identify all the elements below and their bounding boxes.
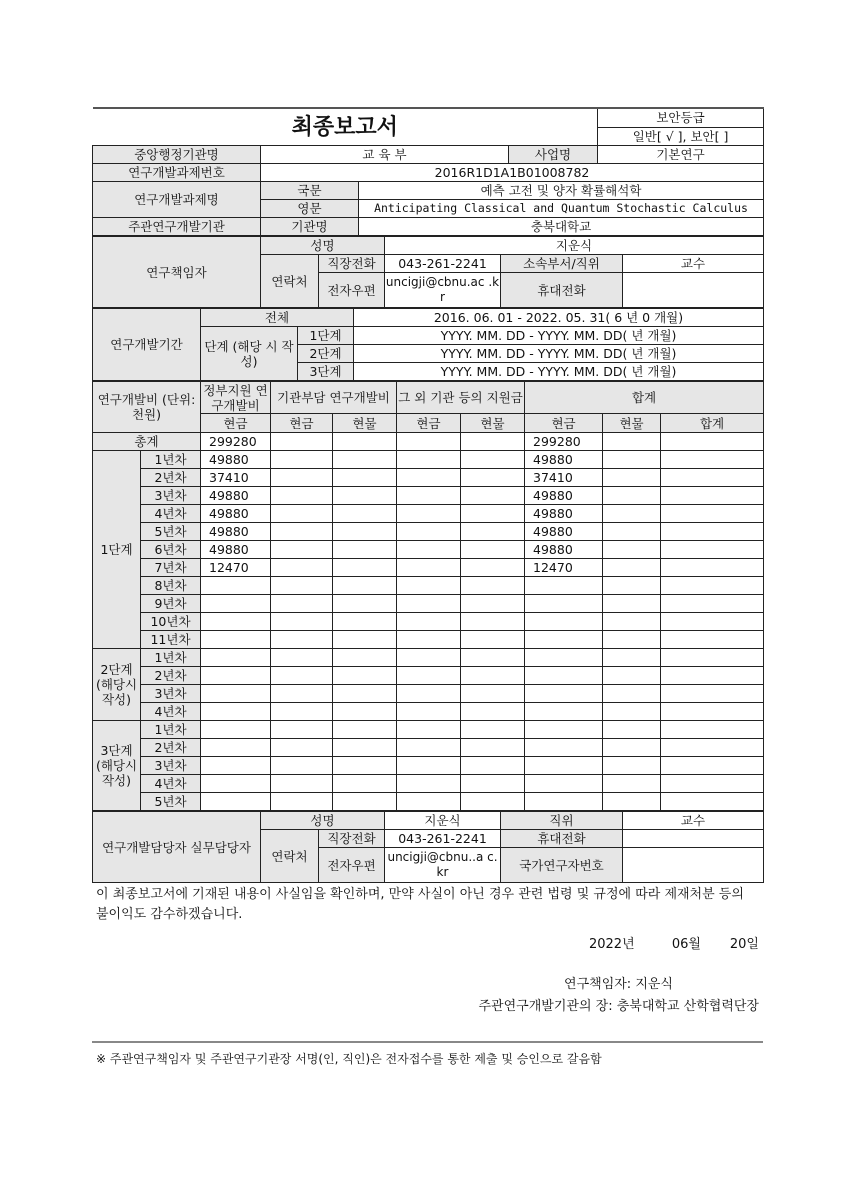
ministry-label: 중앙행정기관명 bbox=[93, 146, 261, 164]
budget-cell bbox=[661, 685, 764, 703]
budget-cell bbox=[525, 649, 603, 667]
manager-label: 연구개발담당자 실무담당자 bbox=[93, 812, 261, 883]
budget-cell bbox=[201, 793, 271, 811]
budget-cell bbox=[397, 469, 461, 487]
budget-cell bbox=[661, 451, 764, 469]
budget-cell bbox=[603, 469, 661, 487]
en-label: 영문 bbox=[261, 200, 359, 218]
budget-cell bbox=[603, 523, 661, 541]
budget-cell bbox=[661, 703, 764, 721]
budget-cell: 12470 bbox=[201, 559, 271, 577]
kind-header: 현물 bbox=[603, 414, 661, 433]
budget-row bbox=[93, 739, 764, 757]
date-day: 20일 bbox=[729, 937, 759, 952]
year-label: 2년차 bbox=[141, 469, 201, 487]
cash-header: 현금 bbox=[201, 414, 271, 433]
budget-row bbox=[93, 703, 764, 721]
period-label: 연구개발기간 bbox=[93, 309, 201, 381]
manager-email-label: 전자우편 bbox=[319, 848, 385, 883]
budget-cell bbox=[397, 487, 461, 505]
budget-row bbox=[93, 505, 764, 523]
footnote: ※ 주관연구책임자 및 주관연구기관장 서명(인, 직인)은 전자접수를 통한 제출 및 승인으로 갈음함 bbox=[96, 1052, 602, 1066]
budget-row bbox=[93, 667, 764, 685]
budget-row bbox=[93, 685, 764, 703]
budget-cell bbox=[525, 631, 603, 649]
budget-cell bbox=[271, 595, 333, 613]
budget-cell bbox=[333, 469, 397, 487]
budget-cell bbox=[333, 595, 397, 613]
budget-cell bbox=[525, 667, 603, 685]
budget-cell bbox=[333, 505, 397, 523]
pi-phone-label: 직장전화 bbox=[319, 255, 385, 273]
budget-cell bbox=[661, 523, 764, 541]
kr-label: 국문 bbox=[261, 182, 359, 200]
budget-row bbox=[93, 775, 764, 793]
budget-cell bbox=[271, 505, 333, 523]
manager-name-label: 성명 bbox=[261, 812, 385, 830]
budget-cell bbox=[271, 793, 333, 811]
budget-cell bbox=[271, 487, 333, 505]
budget-cell bbox=[461, 631, 525, 649]
budget-cell bbox=[525, 703, 603, 721]
year-label: 4년차 bbox=[141, 775, 201, 793]
kind-header: 현물 bbox=[333, 414, 397, 433]
period-total: 2016. 06. 01 - 2022. 05. 31( 6 년 0 개월) bbox=[354, 309, 764, 327]
budget-cell bbox=[271, 757, 333, 775]
budget-cell bbox=[603, 577, 661, 595]
program-label: 사업명 bbox=[509, 146, 598, 164]
budget-cell bbox=[271, 775, 333, 793]
year-label: 1년차 bbox=[141, 451, 201, 469]
budget-cell bbox=[333, 649, 397, 667]
stage1-period: YYYY. MM. DD - YYYY. MM. DD( 년 개월) bbox=[354, 327, 764, 345]
stage-label: 단계 (해당 시 작성) bbox=[201, 327, 298, 381]
institution-label: 주관연구개발기관 bbox=[93, 218, 261, 236]
budget-cell bbox=[397, 703, 461, 721]
budget-cell bbox=[661, 649, 764, 667]
cash-header: 현금 bbox=[271, 414, 333, 433]
stage-label: 2단계 (해당시 작성) bbox=[93, 649, 141, 721]
budget-cell bbox=[397, 523, 461, 541]
budget-row bbox=[93, 649, 764, 667]
budget-cell bbox=[333, 631, 397, 649]
budget-cell bbox=[603, 757, 661, 775]
budget-cell bbox=[525, 739, 603, 757]
budget-cell bbox=[661, 487, 764, 505]
year-label: 1년차 bbox=[141, 721, 201, 739]
pi-table bbox=[92, 236, 764, 308]
budget-cell: 49880 bbox=[525, 505, 603, 523]
pi-dept: 교수 bbox=[623, 255, 764, 273]
pi-email: uncigji@cbnu.ac .kr bbox=[385, 273, 501, 308]
budget-cell bbox=[333, 739, 397, 757]
budget-cell bbox=[461, 523, 525, 541]
manager-rid-label: 국가연구자번호 bbox=[501, 848, 623, 883]
budget-cell bbox=[461, 451, 525, 469]
budget-cell bbox=[603, 487, 661, 505]
budget-cell bbox=[661, 757, 764, 775]
report-date bbox=[92, 933, 763, 957]
manager-rid bbox=[623, 848, 764, 883]
budget-cell bbox=[397, 721, 461, 739]
budget-cell bbox=[461, 559, 525, 577]
budget-cell bbox=[603, 505, 661, 523]
date-month: 06월 bbox=[671, 937, 701, 952]
budget-cell bbox=[661, 541, 764, 559]
budget-cell bbox=[397, 667, 461, 685]
budget-cell bbox=[603, 613, 661, 631]
budget-cell bbox=[525, 793, 603, 811]
budget-cell: 49880 bbox=[201, 541, 271, 559]
budget-cell bbox=[271, 613, 333, 631]
budget-cell bbox=[461, 667, 525, 685]
budget-cell bbox=[333, 541, 397, 559]
budget-cell bbox=[333, 559, 397, 577]
budget-cell bbox=[603, 541, 661, 559]
security-value: 일반[ √ ], 보안[ ] bbox=[598, 127, 764, 146]
stage-label: 1단계 bbox=[93, 451, 141, 649]
divider bbox=[92, 1041, 763, 1043]
budget-cell bbox=[271, 721, 333, 739]
en-title: Anticipating Classical and Quantum Stochastic Calculus bbox=[359, 200, 764, 218]
budget-cell bbox=[201, 685, 271, 703]
budget-cell bbox=[603, 595, 661, 613]
budget-cell bbox=[333, 757, 397, 775]
cash-header: 현금 bbox=[397, 414, 461, 433]
budget-sum-header: 합계 bbox=[525, 382, 764, 414]
budget-cell bbox=[271, 649, 333, 667]
budget-cell bbox=[201, 721, 271, 739]
budget-cell bbox=[661, 775, 764, 793]
budget-cell bbox=[201, 775, 271, 793]
budget-cell bbox=[603, 559, 661, 577]
institution-name-label: 기관명 bbox=[261, 218, 359, 236]
budget-cell: 49880 bbox=[201, 523, 271, 541]
budget-cell bbox=[603, 631, 661, 649]
budget-cell bbox=[603, 793, 661, 811]
budget-cell bbox=[271, 523, 333, 541]
budget-row bbox=[93, 577, 764, 595]
project-title-label: 연구개발과제명 bbox=[93, 182, 261, 218]
budget-cell bbox=[461, 685, 525, 703]
budget-row bbox=[93, 757, 764, 775]
ministry-value: 교 육 부 bbox=[261, 146, 509, 164]
budget-cell bbox=[201, 757, 271, 775]
year-label: 1년차 bbox=[141, 649, 201, 667]
budget-cell bbox=[333, 793, 397, 811]
budget-cell bbox=[397, 757, 461, 775]
budget-cell bbox=[397, 793, 461, 811]
budget-cell bbox=[661, 739, 764, 757]
budget-cell bbox=[397, 631, 461, 649]
budget-cell bbox=[661, 667, 764, 685]
budget-cell bbox=[603, 703, 661, 721]
budget-cell bbox=[201, 595, 271, 613]
budget-cell bbox=[661, 469, 764, 487]
year-label: 9년차 bbox=[141, 595, 201, 613]
budget-cell bbox=[201, 739, 271, 757]
budget-row bbox=[93, 631, 764, 649]
stage3-label: 3단계 bbox=[298, 363, 354, 381]
budget-cell bbox=[271, 469, 333, 487]
budget-cell bbox=[397, 577, 461, 595]
year-label: 7년차 bbox=[141, 559, 201, 577]
pi-mobile bbox=[623, 273, 764, 308]
budget-cell bbox=[201, 667, 271, 685]
budget-cell: 49880 bbox=[201, 487, 271, 505]
budget-row bbox=[93, 469, 764, 487]
budget-cell bbox=[397, 451, 461, 469]
budget-cell: 37410 bbox=[201, 469, 271, 487]
budget-cell bbox=[461, 541, 525, 559]
budget-cell: 12470 bbox=[525, 559, 603, 577]
budget-cell: 49880 bbox=[525, 541, 603, 559]
year-label: 4년차 bbox=[141, 505, 201, 523]
pi-email-label: 전자우편 bbox=[319, 273, 385, 308]
budget-cell bbox=[661, 505, 764, 523]
budget-row bbox=[93, 487, 764, 505]
budget-cell bbox=[525, 685, 603, 703]
budget-row bbox=[93, 523, 764, 541]
budget-cell bbox=[333, 577, 397, 595]
pi-contact-label: 연락처 bbox=[261, 255, 319, 308]
budget-cell bbox=[461, 739, 525, 757]
header-table bbox=[92, 107, 764, 236]
budget-cell bbox=[661, 631, 764, 649]
manager-mobile-label: 휴대전화 bbox=[501, 830, 623, 848]
budget-cell bbox=[271, 703, 333, 721]
cash-header: 현금 bbox=[525, 414, 603, 433]
budget-cell: 49880 bbox=[201, 451, 271, 469]
budget-cell bbox=[603, 685, 661, 703]
year-label: 5년차 bbox=[141, 793, 201, 811]
budget-cell bbox=[461, 757, 525, 775]
budget-cell bbox=[661, 793, 764, 811]
budget-cell bbox=[271, 685, 333, 703]
stage3-period: YYYY. MM. DD - YYYY. MM. DD( 년 개월) bbox=[354, 363, 764, 381]
budget-cell bbox=[525, 757, 603, 775]
year-label: 8년차 bbox=[141, 577, 201, 595]
manager-pos: 교수 bbox=[623, 812, 764, 830]
budget-cell bbox=[525, 577, 603, 595]
security-label: 보안등급 bbox=[598, 108, 764, 127]
institution-name: 충북대학교 bbox=[359, 218, 764, 236]
year-label: 3년차 bbox=[141, 685, 201, 703]
budget-cell bbox=[661, 559, 764, 577]
budget-cell bbox=[461, 649, 525, 667]
budget-cell bbox=[397, 775, 461, 793]
stage-label: 3단계 (해당시 작성) bbox=[93, 721, 141, 811]
budget-cell bbox=[603, 451, 661, 469]
budget-cell bbox=[333, 721, 397, 739]
budget-cell bbox=[525, 595, 603, 613]
budget-gov-header: 정부지원 연구개발비 bbox=[201, 382, 271, 414]
budget-cell bbox=[397, 685, 461, 703]
budget-cell: 49880 bbox=[201, 505, 271, 523]
stage1-label: 1단계 bbox=[298, 327, 354, 345]
budget-cell bbox=[201, 577, 271, 595]
grand-total-sum: 299280 bbox=[525, 433, 603, 451]
year-label: 6년차 bbox=[141, 541, 201, 559]
budget-cell bbox=[525, 775, 603, 793]
project-no-label: 연구개발과제번호 bbox=[93, 164, 261, 182]
budget-row bbox=[93, 451, 764, 469]
budget-cell bbox=[661, 577, 764, 595]
program-value: 기본연구 bbox=[598, 146, 764, 164]
declaration-text: 이 최종보고서에 기재된 내용이 사실임을 확인하며, 만약 사실이 아닌 경우 관련 법령 및 규정에 따라 제재처분 등의 불이익도 감수하겠습니다. bbox=[96, 887, 744, 922]
stage2-label: 2단계 bbox=[298, 345, 354, 363]
budget-cell bbox=[201, 703, 271, 721]
budget-cell bbox=[461, 775, 525, 793]
budget-cell bbox=[397, 649, 461, 667]
year-label: 3년차 bbox=[141, 487, 201, 505]
budget-cell bbox=[333, 487, 397, 505]
budget-cell bbox=[461, 487, 525, 505]
stage2-period: YYYY. MM. DD - YYYY. MM. DD( 년 개월) bbox=[354, 345, 764, 363]
kind-header: 현물 bbox=[461, 414, 525, 433]
pi-signature: 연구책임자: 지운식 bbox=[564, 977, 673, 992]
pi-dept-label: 소속부서/직위 bbox=[501, 255, 623, 273]
budget-cell bbox=[461, 469, 525, 487]
budget-cell bbox=[271, 559, 333, 577]
year-label: 2년차 bbox=[141, 667, 201, 685]
period-table bbox=[92, 308, 764, 381]
budget-cell bbox=[397, 595, 461, 613]
manager-phone-label: 직장전화 bbox=[319, 830, 385, 848]
budget-cell bbox=[271, 667, 333, 685]
manager-name: 지운식 bbox=[385, 812, 501, 830]
budget-cell bbox=[397, 559, 461, 577]
budget-cell: 49880 bbox=[525, 487, 603, 505]
budget-cell bbox=[461, 595, 525, 613]
budget-cell bbox=[397, 739, 461, 757]
budget-cell bbox=[333, 667, 397, 685]
budget-cell bbox=[461, 577, 525, 595]
budget-cell bbox=[603, 649, 661, 667]
head-signature: 주관연구개발기관의 장: 충북대학교 산학협력단장 bbox=[478, 999, 759, 1014]
signature-table bbox=[92, 811, 764, 883]
year-label: 3년차 bbox=[141, 757, 201, 775]
budget-cell bbox=[661, 721, 764, 739]
budget-cell bbox=[525, 613, 603, 631]
budget-cell bbox=[333, 451, 397, 469]
budget-row bbox=[93, 793, 764, 811]
budget-cell bbox=[271, 451, 333, 469]
budget-cell bbox=[333, 703, 397, 721]
budget-cell bbox=[461, 613, 525, 631]
page-title: 최종보고서 bbox=[93, 108, 598, 146]
budget-row bbox=[93, 559, 764, 577]
manager-phone: 043-261-2241 bbox=[385, 830, 501, 848]
pi-label: 연구책임자 bbox=[93, 237, 261, 308]
pi-name: 지운식 bbox=[385, 237, 764, 255]
budget-label: 연구개발비 (단위: 천원) bbox=[93, 382, 201, 433]
grand-total-gov: 299280 bbox=[201, 433, 271, 451]
budget-cell bbox=[461, 793, 525, 811]
grand-total-label: 총계 bbox=[93, 433, 201, 451]
budget-cell: 49880 bbox=[525, 451, 603, 469]
budget-cell bbox=[271, 739, 333, 757]
final-report-form bbox=[92, 107, 763, 1071]
project-no-value: 2016R1D1A1B01008782 bbox=[261, 164, 764, 182]
budget-row bbox=[93, 721, 764, 739]
budget-table bbox=[92, 381, 764, 811]
budget-cell bbox=[333, 613, 397, 631]
budget-row bbox=[93, 613, 764, 631]
budget-cell bbox=[603, 721, 661, 739]
budget-cell: 49880 bbox=[525, 523, 603, 541]
manager-contact-label: 연락처 bbox=[261, 830, 319, 883]
budget-cell bbox=[661, 613, 764, 631]
pi-name-label: 성명 bbox=[261, 237, 385, 255]
year-label: 5년차 bbox=[141, 523, 201, 541]
budget-other-header: 그 외 기관 등의 지원금 bbox=[397, 382, 525, 414]
budget-cell bbox=[397, 613, 461, 631]
budget-cell bbox=[397, 505, 461, 523]
budget-cell bbox=[271, 541, 333, 559]
budget-cell bbox=[661, 595, 764, 613]
budget-cell bbox=[603, 667, 661, 685]
budget-cell bbox=[333, 685, 397, 703]
budget-cell bbox=[525, 721, 603, 739]
manager-pos-label: 직위 bbox=[501, 812, 623, 830]
pi-mobile-label: 휴대전화 bbox=[501, 273, 623, 308]
kr-title: 예측 고전 및 양자 확률해석학 bbox=[359, 182, 764, 200]
budget-inst-header: 기관부담 연구개발비 bbox=[271, 382, 397, 414]
budget-cell: 37410 bbox=[525, 469, 603, 487]
budget-cell bbox=[271, 577, 333, 595]
budget-cell bbox=[201, 631, 271, 649]
year-label: 11년차 bbox=[141, 631, 201, 649]
manager-email: uncigji@cbnu..a c.kr bbox=[385, 848, 501, 883]
pi-phone: 043-261-2241 bbox=[385, 255, 501, 273]
year-label: 10년차 bbox=[141, 613, 201, 631]
budget-cell bbox=[461, 505, 525, 523]
budget-cell bbox=[333, 775, 397, 793]
date-year: 2022년 bbox=[588, 937, 635, 952]
manager-mobile bbox=[623, 830, 764, 848]
total-header: 합계 bbox=[661, 414, 764, 433]
budget-cell bbox=[333, 523, 397, 541]
budget-cell bbox=[201, 613, 271, 631]
budget-cell bbox=[397, 541, 461, 559]
budget-cell bbox=[201, 649, 271, 667]
budget-cell bbox=[603, 739, 661, 757]
budget-cell bbox=[271, 631, 333, 649]
budget-cell bbox=[461, 721, 525, 739]
year-label: 4년차 bbox=[141, 703, 201, 721]
period-total-label: 전체 bbox=[201, 309, 354, 327]
budget-row bbox=[93, 541, 764, 559]
budget-row bbox=[93, 595, 764, 613]
budget-cell bbox=[603, 775, 661, 793]
budget-cell bbox=[461, 703, 525, 721]
year-label: 2년차 bbox=[141, 739, 201, 757]
